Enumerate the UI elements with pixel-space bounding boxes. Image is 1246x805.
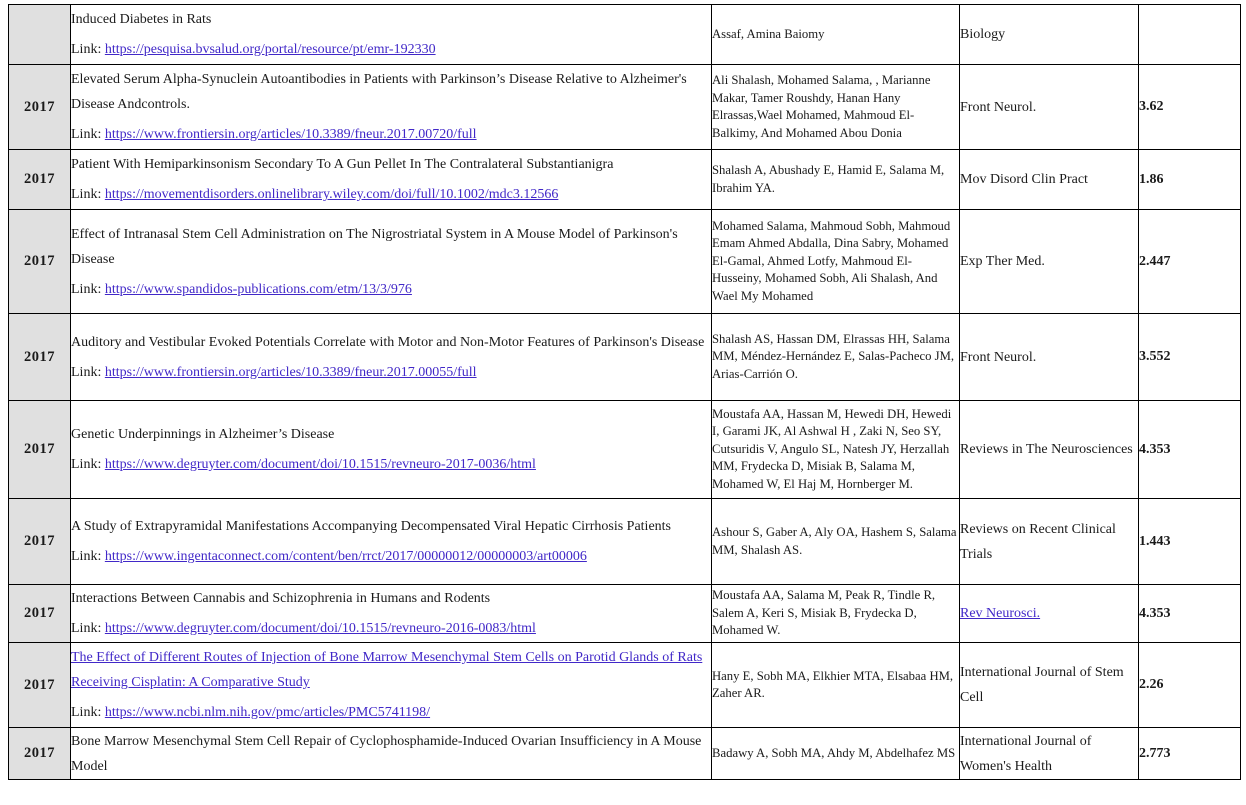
link-label: Link:: [71, 364, 105, 380]
publication-title: A Study of Extrapyramidal Manifestations Accompanying Decompensated Viral Hepatic Cirrhosis Patients: [71, 519, 671, 534]
publication-link-line: [71, 616, 711, 641]
authors-cell: Assaf, Amina Baiomy: [712, 5, 960, 65]
impact-factor-cell: 4.353: [1139, 401, 1241, 499]
publication-link-line: [71, 544, 711, 569]
publication-title: Elevated Serum Alpha-Synuclein Autoantibodies in Patients with Parkinson’s Disease Relative to Alzheimer's Disease Andcontrols.: [71, 72, 687, 112]
publication-title: Induced Diabetes in Rats: [71, 12, 212, 27]
table-row: [9, 643, 1241, 728]
title-cell: [71, 499, 712, 585]
table-row: [9, 5, 1241, 65]
authors-cell: Ashour S, Gaber A, Aly OA, Hashem S, Salama MM, Shalash AS.: [712, 499, 960, 585]
impact-factor-cell: [1139, 5, 1241, 65]
title-cell: [71, 150, 712, 210]
impact-factor-cell: 4.353: [1139, 585, 1241, 643]
publication-title: Bone Marrow Mesenchymal Stem Cell Repair of Cyclophosphamide-Induced Ovarian Insufficiency in A Mouse Model: [71, 733, 702, 774]
publication-link[interactable]: https://www.spandidos-publications.com/etm/13/3/976: [104, 281, 412, 297]
year-cell: [9, 5, 71, 65]
journal-cell: International Journal of Women's Health: [960, 728, 1139, 780]
journal-cell: International Journal of Stem Cell: [960, 643, 1139, 728]
journal-cell: Mov Disord Clin Pract: [960, 150, 1139, 210]
title-cell: [71, 585, 712, 643]
title-cell: [71, 210, 712, 314]
impact-factor-cell: 2.26: [1139, 643, 1241, 728]
publication-link-line: [71, 182, 711, 207]
publication-link-line: [71, 277, 711, 302]
authors-cell: Shalash AS, Hassan DM, Elrassas HH, Salama MM, Méndez-Hernández E, Salas-Pacheco JM, Arias-Carrión O.: [712, 314, 960, 401]
impact-factor-cell: 3.62: [1139, 65, 1241, 150]
year-cell: 2017: [9, 150, 71, 210]
year-cell: 2017: [9, 643, 71, 728]
link-label: Link:: [71, 457, 105, 472]
publication-link[interactable]: https://www.degruyter.com/document/doi/10.1515/revneuro-2017-0036/html: [104, 457, 536, 472]
publication-title: Patient With Hemiparkinsonism Secondary To A Gun Pellet In The Contralateral Substantianigra: [71, 157, 614, 172]
publication-title: Effect of Intranasal Stem Cell Administration on The Nigrostriatal System in A Mouse Model of Parkinson's Disease: [71, 226, 678, 267]
journal-cell: Reviews on Recent Clinical Trials: [960, 499, 1139, 585]
publication-link[interactable]: https://movementdisorders.onlinelibrary.wiley.com/doi/full/10.1002/mdc3.12566: [104, 187, 559, 202]
title-cell: [71, 643, 712, 728]
publication-link-line: [71, 37, 711, 62]
link-label: Link:: [71, 42, 105, 57]
publication-title-link[interactable]: The Effect of Different Routes of Injection of Bone Marrow Mesenchymal Stem Cells on Parotid Glands of Rats Receiving Cisplatin: A Comparative Study: [71, 650, 703, 690]
impact-factor-cell: 1.86: [1139, 150, 1241, 210]
publication-link[interactable]: https://www.frontiersin.org/articles/10.3389/fneur.2017.00055/full: [104, 364, 477, 380]
publication-link[interactable]: https://www.frontiersin.org/articles/10.3389/fneur.2017.00720/full: [104, 127, 477, 142]
link-label: Link:: [71, 281, 105, 297]
table-row: [9, 499, 1241, 585]
publication-link-line: [71, 122, 711, 147]
year-cell: 2017: [9, 499, 71, 585]
publication-title: Genetic Underpinnings in Alzheimer’s Disease: [71, 427, 335, 442]
table-row: [9, 150, 1241, 210]
impact-factor-cell: 2.773: [1139, 728, 1241, 780]
journal-cell: Exp Ther Med.: [960, 210, 1139, 314]
publication-title: Auditory and Vestibular Evoked Potentials Correlate with Motor and Non-Motor Features of Parkinson's Disease: [71, 334, 705, 350]
authors-cell: Shalash A, Abushady E, Hamid E, Salama M, Ibrahim YA.: [712, 150, 960, 210]
journal-cell: Front Neurol.: [960, 314, 1139, 401]
authors-cell: Badawy A, Sobh MA, Ahdy M, Abdelhafez MS: [712, 728, 960, 780]
year-cell: 2017: [9, 314, 71, 401]
year-cell: 2017: [9, 210, 71, 314]
year-cell: 2017: [9, 65, 71, 150]
publication-link[interactable]: https://www.ingentaconnect.com/content/ben/rrct/2017/00000012/00000003/art00006: [104, 549, 587, 564]
title-cell: [71, 728, 712, 780]
link-label: Link:: [71, 705, 105, 720]
impact-factor-cell: 3.552: [1139, 314, 1241, 401]
journal-cell: Biology: [960, 5, 1139, 65]
link-label: Link:: [71, 127, 105, 142]
table-row: [9, 210, 1241, 314]
publication-title: [71, 645, 711, 695]
journal-cell: Reviews in The Neurosciences: [960, 401, 1139, 499]
publications-table: [8, 4, 1241, 780]
publication-title: Interactions Between Cannabis and Schizophrenia in Humans and Rodents: [71, 591, 491, 606]
title-cell: [71, 401, 712, 499]
authors-cell: Ali Shalash, Mohamed Salama, , Marianne Makar, Tamer Roushdy, Hanan Hany Elrassas,Wael Mohamed, Mahmoud El-Balkimy, And Mohamed Abou Donia: [712, 65, 960, 150]
publication-link[interactable]: https://www.ncbi.nlm.nih.gov/pmc/articles/PMC5741198/: [104, 705, 431, 720]
link-label: Link:: [71, 621, 105, 636]
publication-link-line: [71, 360, 711, 385]
journal-link[interactable]: Rev Neurosci.: [960, 606, 1041, 621]
journal-cell: [960, 585, 1139, 643]
year-cell: 2017: [9, 401, 71, 499]
authors-cell: Moustafa AA, Salama M, Peak R, Tindle R, Salem A, Keri S, Misiak B, Frydecka D, Mohamed W.: [712, 585, 960, 643]
table-row: [9, 65, 1241, 150]
publication-link-line: [71, 452, 711, 477]
table-row: [9, 585, 1241, 643]
title-cell: [71, 314, 712, 401]
authors-cell: Mohamed Salama, Mahmoud Sobh, Mahmoud Emam Ahmed Abdalla, Dina Sabry, Mohamed El-Gamal, Ahmed Lotfy, Mahmoud El-Husseiny, Mohamed Sobh, Ali Shalash, And Wael My Mohamed: [712, 210, 960, 314]
impact-factor-cell: 2.447: [1139, 210, 1241, 314]
table-row: [9, 401, 1241, 499]
title-cell: [71, 65, 712, 150]
authors-cell: Moustafa AA, Hassan M, Hewedi DH, Hewedi I, Garami JK, Al Ashwal H , Zaki N, Seo SY, Cutsuridis V, Angulo SL, Natesh JY, Herzallah MM, Frydecka D, Misiak B, Salama M, Mohamed W, El Haj M, Hornberger M.: [712, 401, 960, 499]
publication-link-line: [71, 700, 711, 725]
journal-cell: Front Neurol.: [960, 65, 1139, 150]
publication-link[interactable]: https://www.degruyter.com/document/doi/10.1515/revneuro-2016-0083/html: [104, 621, 536, 636]
year-cell: 2017: [9, 728, 71, 780]
publication-link[interactable]: https://pesquisa.bvsalud.org/portal/resource/pt/emr-192330: [104, 42, 436, 57]
link-label: Link:: [71, 187, 105, 202]
title-cell: [71, 5, 712, 65]
link-label: Link:: [71, 549, 105, 564]
table-row: [9, 314, 1241, 401]
impact-factor-cell: 1.443: [1139, 499, 1241, 585]
year-cell: 2017: [9, 585, 71, 643]
table-row: [9, 728, 1241, 780]
authors-cell: Hany E, Sobh MA, Elkhier MTA, Elsabaa HM, Zaher AR.: [712, 643, 960, 728]
